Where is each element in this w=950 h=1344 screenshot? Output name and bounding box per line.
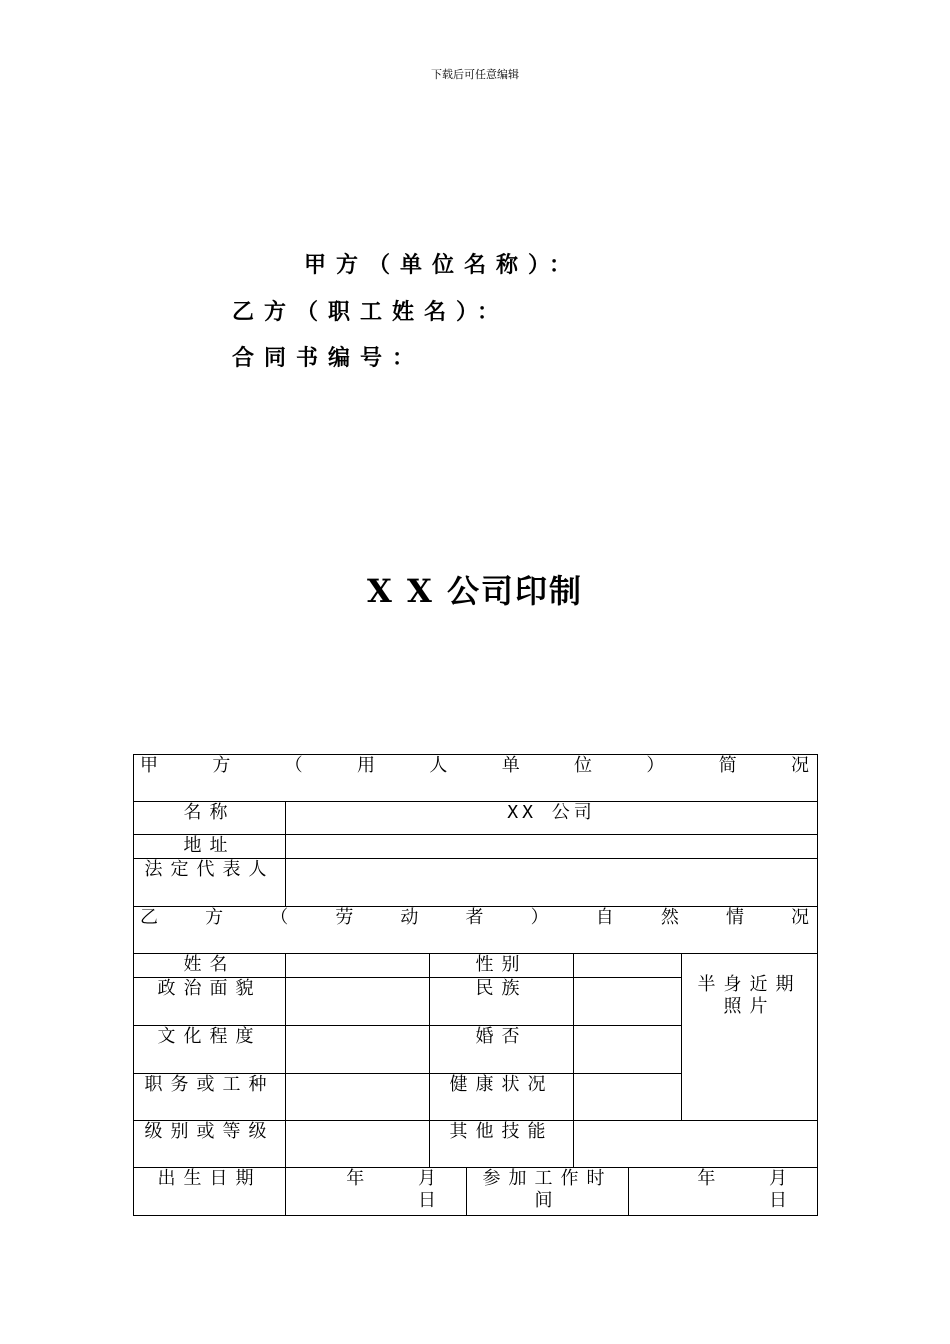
party-a-line: 甲方（单位名称）： — [304, 252, 582, 278]
political-value — [286, 978, 430, 1026]
address-label: 地址 — [134, 835, 286, 859]
job-value — [286, 1074, 430, 1121]
ethnicity-label: 民族 — [430, 978, 574, 1026]
photo-label: 半身近期照片 — [682, 954, 818, 1121]
ethnicity-value — [574, 978, 682, 1026]
section-a-title — [134, 755, 818, 802]
contract-number-line: 合同书编号： — [232, 345, 425, 371]
work-start-value: 年 月 日 — [629, 1168, 818, 1216]
work-start-label: 参加工作时间 — [467, 1168, 629, 1216]
grade-value — [286, 1121, 430, 1168]
birth-value: 年 月 日 — [286, 1168, 467, 1216]
page-header-note: 下载后可任意编辑 — [431, 68, 519, 81]
address-value — [286, 835, 818, 859]
gender-value — [574, 954, 682, 978]
section-b-title — [134, 907, 818, 954]
birth-label: 出生日期 — [134, 1168, 286, 1216]
party-b-line: 乙方（职工姓名）： — [232, 299, 510, 325]
person-name-label: 姓名 — [134, 954, 286, 978]
marital-value — [574, 1026, 682, 1074]
contract-info-table — [133, 754, 818, 1216]
section-a-title-text: 甲方（用人单位）简况 — [140, 755, 812, 776]
job-label: 职务或工种 — [134, 1074, 286, 1121]
marital-label: 婚否 — [430, 1026, 574, 1074]
company-name-value: XX 公司 — [286, 802, 818, 835]
legal-rep-value — [286, 859, 818, 907]
legal-rep-label: 法定代表人 — [134, 859, 286, 907]
skills-value — [574, 1121, 818, 1168]
health-label: 健康状况 — [430, 1074, 574, 1121]
name-label: 名称 — [134, 802, 286, 835]
person-name-value — [286, 954, 430, 978]
grade-label: 级别或等级 — [134, 1121, 286, 1168]
section-b-title-text: 乙方（劳动者）自然情况 — [140, 907, 812, 928]
health-value — [574, 1074, 682, 1121]
skills-label: 其他技能 — [430, 1121, 574, 1168]
education-value — [286, 1026, 430, 1074]
education-label: 文化程度 — [134, 1026, 286, 1074]
political-label: 政治面貌 — [134, 978, 286, 1026]
gender-label: 性别 — [430, 954, 574, 978]
printed-by-title: X X 公司印制 — [367, 572, 583, 610]
